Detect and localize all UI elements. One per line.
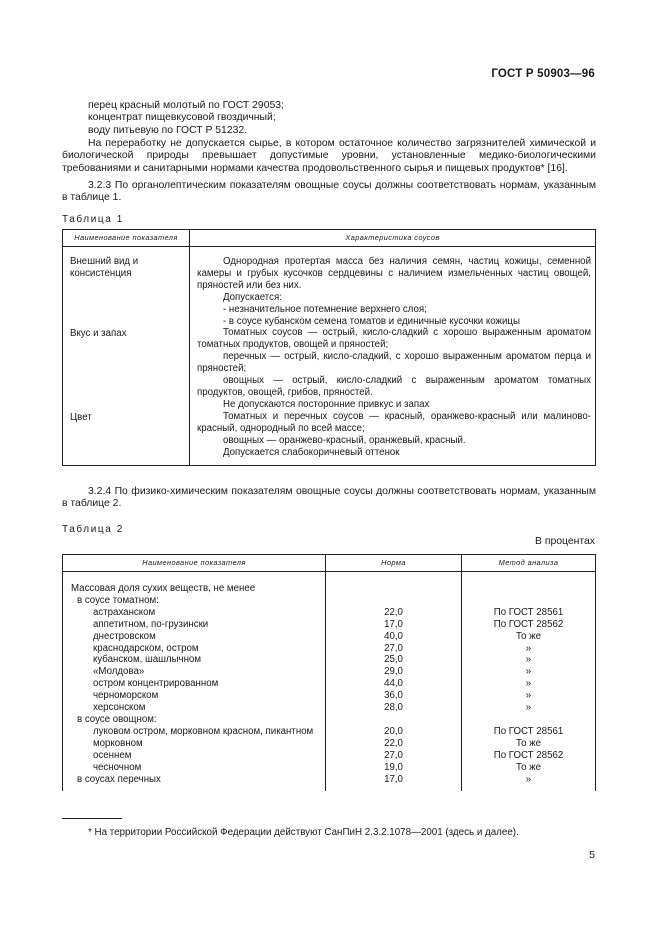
table-row: [63, 643, 596, 655]
physicochemical-table: [62, 554, 596, 791]
norm-value: 27,0: [326, 643, 462, 655]
footnote-separator: [62, 818, 122, 819]
table-row: [63, 595, 596, 607]
analysis-method: »: [462, 702, 596, 714]
norm-value: 36,0: [326, 690, 462, 702]
indicator-name: чесночном: [93, 761, 142, 773]
indicator-name: морковном: [93, 737, 143, 749]
analysis-method: По ГОСТ 28561: [462, 607, 596, 619]
norm-value: 28,0: [326, 702, 462, 714]
page-number: 5: [589, 849, 595, 861]
indicator-name: остром концентрированном: [93, 678, 219, 690]
table-row: [63, 702, 596, 714]
footnote: * На территории Российской Федерации действуют СанПиН 2.3.2.1078—2001 (здесь и далее).: [88, 827, 519, 838]
analysis-method: [462, 595, 596, 607]
norm-value: 19,0: [326, 762, 462, 774]
table-row: [63, 607, 596, 619]
table-row: [63, 666, 596, 678]
norm-value: 17,0: [326, 619, 462, 631]
label-taste: Вкус и запах: [70, 328, 127, 339]
norm-value: 27,0: [326, 750, 462, 762]
organoleptic-table: [62, 229, 596, 466]
intro-line: воду питьевую по ГОСТ Р 51232.: [88, 125, 248, 136]
norm-value: [326, 595, 462, 607]
description-line: Допускается слабокоричневый оттенок: [223, 446, 400, 458]
table-row: [63, 572, 596, 595]
table1-header-characteristic: Характеристика соусов: [190, 230, 596, 247]
description-line: Не допускаются посторонние привкус и запах: [223, 398, 430, 410]
norm-value: 29,0: [326, 666, 462, 678]
indicator-name: Массовая доля сухих веществ, не менее: [71, 583, 256, 594]
description-line: Томатных и перечных соусов — красный, оранжево-красный или малиново-красный, однородный по всей массе;: [197, 410, 591, 434]
indicator-name: в соусе томатном:: [77, 594, 159, 606]
indicator-name: в соусах перечных: [77, 773, 161, 785]
analysis-method: По ГОСТ 28562: [462, 619, 596, 631]
table-row: [63, 774, 596, 792]
table2-caption: Таблица 2: [62, 524, 124, 535]
table1-labels-cell: [63, 247, 190, 466]
table1-caption: Таблица 1: [62, 214, 124, 225]
table-row: [63, 714, 596, 726]
description-line: - в соусе кубанском семена томатов и единичные кусочки кожицы: [223, 315, 520, 327]
intro-line: перец красный молотый по ГОСТ 29053;: [88, 100, 284, 111]
table-row: [63, 762, 596, 774]
table-row: [63, 726, 596, 738]
analysis-method: »: [462, 774, 596, 792]
analysis-method: »: [462, 654, 596, 666]
table-row: [63, 619, 596, 631]
description-line: овощных — острый, кисло-сладкий с выраженным ароматом томатных продуктов, овощей, грибов, пряностей.: [197, 375, 591, 398]
paragraph-raw-materials: На переработку не допускается сырье, в котором остаточное количество загрязнителей химической и биологической природы превышает допустимые уровни, установленные медико-биологическими требованиями и санитарными нормами качества продовольственного сырья и пищевых продуктов* [16].: [62, 138, 596, 174]
norm-value: 22,0: [326, 607, 462, 619]
norm-value: 40,0: [326, 631, 462, 643]
paragraph-3-2-3: 3.2.3 По органолептическим показателям овощные соусы должны соответствовать нормам, указанным в таблице 1.: [62, 180, 596, 204]
norm-value: 20,0: [326, 726, 462, 738]
table2-header-method: Метод анализа: [462, 555, 596, 572]
indicator-name: в соусе овощном:: [77, 713, 157, 725]
description-line: Томатных соусов — острый, кисло-сладкий с хорошо выраженным ароматом томатных продуктов, овощей и пряностей;: [197, 327, 591, 351]
indicator-name: луковом остром, морковном красном, пикантном: [93, 725, 314, 737]
paragraph-3-2-4: 3.2.4 По физико-химическим показателям овощные соусы должны соответствовать нормам, указанным в таблице 2.: [62, 486, 596, 510]
description-line: овощных — оранжево-красный, оранжевый, красный.: [223, 434, 466, 446]
indicator-name: краснодарском, остром: [93, 642, 199, 654]
analysis-method: »: [462, 678, 596, 690]
analysis-method: [462, 572, 596, 595]
indicator-name: херсонском: [93, 702, 146, 714]
indicator-name: аппетитном, по-грузински: [93, 618, 209, 630]
analysis-method: [462, 714, 596, 726]
table2-header-indicator: Наименование показателя: [63, 555, 326, 572]
analysis-method: То же: [462, 738, 596, 750]
description-line: Допускается:: [223, 291, 282, 303]
indicator-name: днестровском: [93, 630, 156, 642]
norm-value: 22,0: [326, 738, 462, 750]
table-row: [63, 631, 596, 643]
analysis-method: То же: [462, 631, 596, 643]
table2-header-norm: Норма: [326, 555, 462, 572]
table2-body: [63, 572, 596, 792]
table1-header-indicator: Наименование показателя: [63, 230, 190, 247]
intro-line: концентрат пищевкусовой гвоздичный;: [88, 112, 276, 123]
table2-unit: В процентах: [535, 536, 595, 547]
analysis-method: »: [462, 666, 596, 678]
indicator-name: «Молдова»: [93, 666, 145, 678]
table-row: [63, 690, 596, 702]
table1-description-cell: [190, 247, 596, 466]
norm-value: 25,0: [326, 654, 462, 666]
description-line: - незначительное потемнение верхнего слоя;: [223, 303, 427, 315]
description-line: перечных — острый, кисло-сладкий, с хорошо выраженным ароматом перца и пряностей;: [197, 351, 591, 375]
description-line: Однородная протертая масса без наличия семян, частиц кожицы, семенной камеры и грубых кусочков сердцевины с наличием измельченных частиц овощей, пряностей или без них.: [197, 256, 591, 291]
analysis-method: »: [462, 690, 596, 702]
analysis-method: »: [462, 643, 596, 655]
indicator-name: осеннем: [93, 749, 132, 761]
indicator-name: черноморском: [93, 690, 159, 702]
analysis-method: По ГОСТ 28561: [462, 726, 596, 738]
norm-value: [326, 714, 462, 726]
indicator-name: астраханском: [93, 606, 156, 618]
table-row: [63, 654, 596, 666]
norm-value: 17,0: [326, 774, 462, 792]
label-color: Цвет: [70, 412, 92, 423]
table-row: [63, 738, 596, 750]
document-header: ГОСТ Р 50903—96: [491, 68, 595, 80]
norm-value: [326, 572, 462, 595]
analysis-method: То же: [462, 762, 596, 774]
analysis-method: По ГОСТ 28562: [462, 750, 596, 762]
table-row: [63, 678, 596, 690]
label-appearance: Внешний вид и консистенция: [70, 256, 139, 279]
norm-value: 44,0: [326, 678, 462, 690]
indicator-name: кубанском, шашлычном: [93, 654, 201, 666]
table-row: [63, 750, 596, 762]
